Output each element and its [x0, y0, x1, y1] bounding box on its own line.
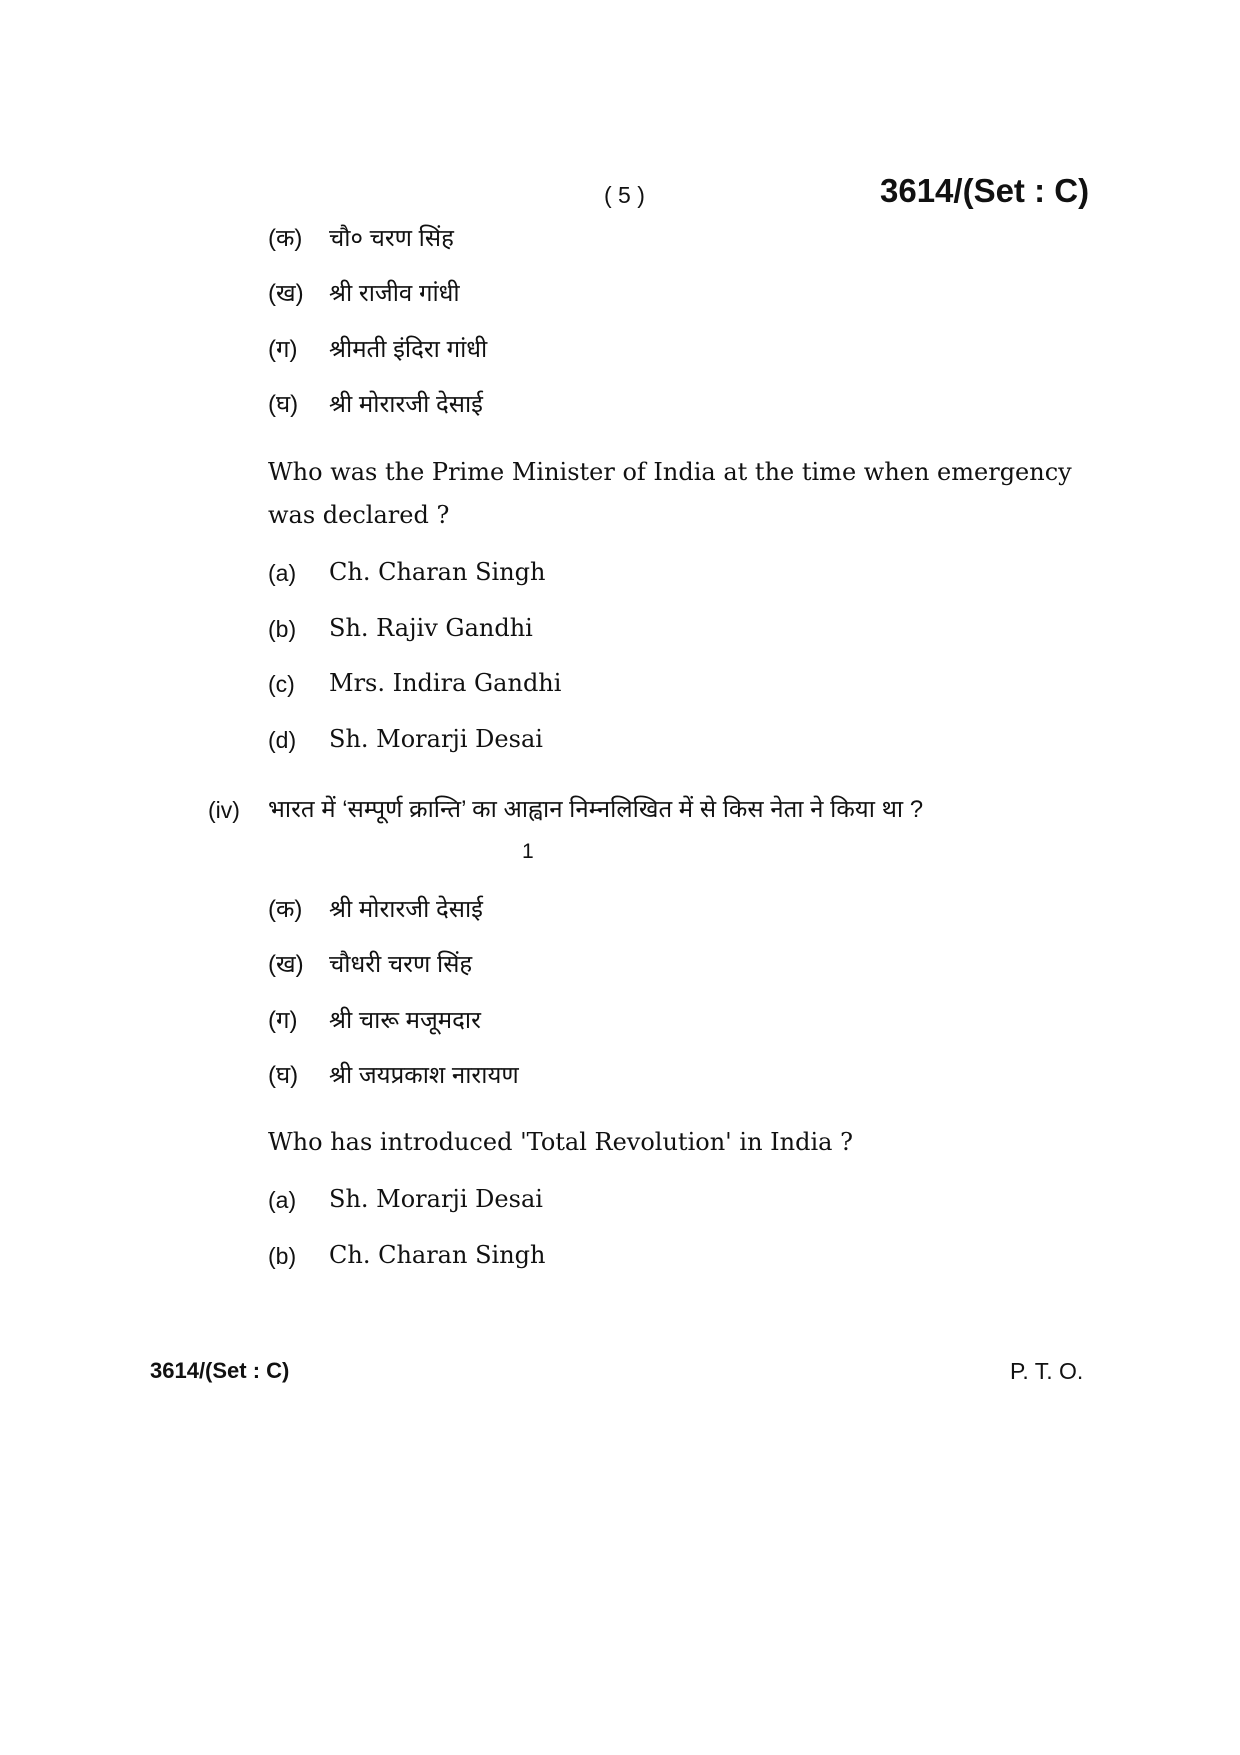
option-label: (b) — [268, 1243, 297, 1269]
option-label: (b) — [268, 616, 297, 642]
option-text: Mrs. Indira Gandhi — [329, 669, 562, 697]
option-label: (a) — [268, 560, 297, 586]
option-text: श्रीमती इंदिरा गांधी — [329, 336, 488, 363]
option-label: (d) — [268, 727, 297, 753]
option-label: (क) — [268, 225, 303, 252]
option-text: श्री मोरारजी देसाई — [329, 896, 483, 923]
option-label: (ख) — [268, 280, 304, 307]
option-label: (ग) — [268, 336, 298, 363]
option-label: (घ) — [268, 1062, 299, 1089]
set-code-header: 3614/(Set : C) — [880, 172, 1090, 209]
question-text-line: Who was the Prime Minister of India at the time when emergency — [268, 458, 1072, 486]
option-text: Sh. Rajiv Gandhi — [329, 614, 533, 642]
option-text: श्री राजीव गांधी — [329, 280, 460, 307]
question-text: भारत में ‘सम्पूर्ण क्रान्ति’ का आह्वान निम्नलिखित में से किस नेता ने किया था ? — [268, 796, 924, 823]
pto-label: P. T. O. — [1010, 1358, 1084, 1384]
option-text: चौधरी चरण सिंह — [329, 951, 473, 978]
question-marks: 1 — [522, 840, 534, 863]
option-label: (a) — [268, 1187, 297, 1213]
option-label: (c) — [268, 671, 295, 697]
question-text-line: was declared ? — [268, 501, 450, 529]
option-text: Ch. Charan Singh — [329, 1241, 546, 1269]
option-label: (घ) — [268, 391, 299, 418]
option-text: Sh. Morarji Desai — [329, 1185, 543, 1213]
set-code-footer: 3614/(Set : C) — [150, 1358, 290, 1383]
question-text: Who has introduced 'Total Revolution' in India ? — [268, 1128, 853, 1156]
option-text: श्री जयप्रकाश नारायण — [329, 1062, 519, 1089]
page-number: ( 5 ) — [604, 182, 645, 208]
option-label: (क) — [268, 896, 303, 923]
option-text: चौ० चरण सिंह — [329, 225, 454, 252]
option-label: (ख) — [268, 951, 304, 978]
option-text: श्री मोरारजी देसाई — [329, 391, 483, 418]
question-number: (iv) — [208, 797, 240, 823]
option-text: श्री चारू मजूमदार — [329, 1007, 481, 1034]
option-text: Sh. Morarji Desai — [329, 725, 543, 753]
option-text: Ch. Charan Singh — [329, 558, 546, 586]
option-label: (ग) — [268, 1007, 298, 1034]
